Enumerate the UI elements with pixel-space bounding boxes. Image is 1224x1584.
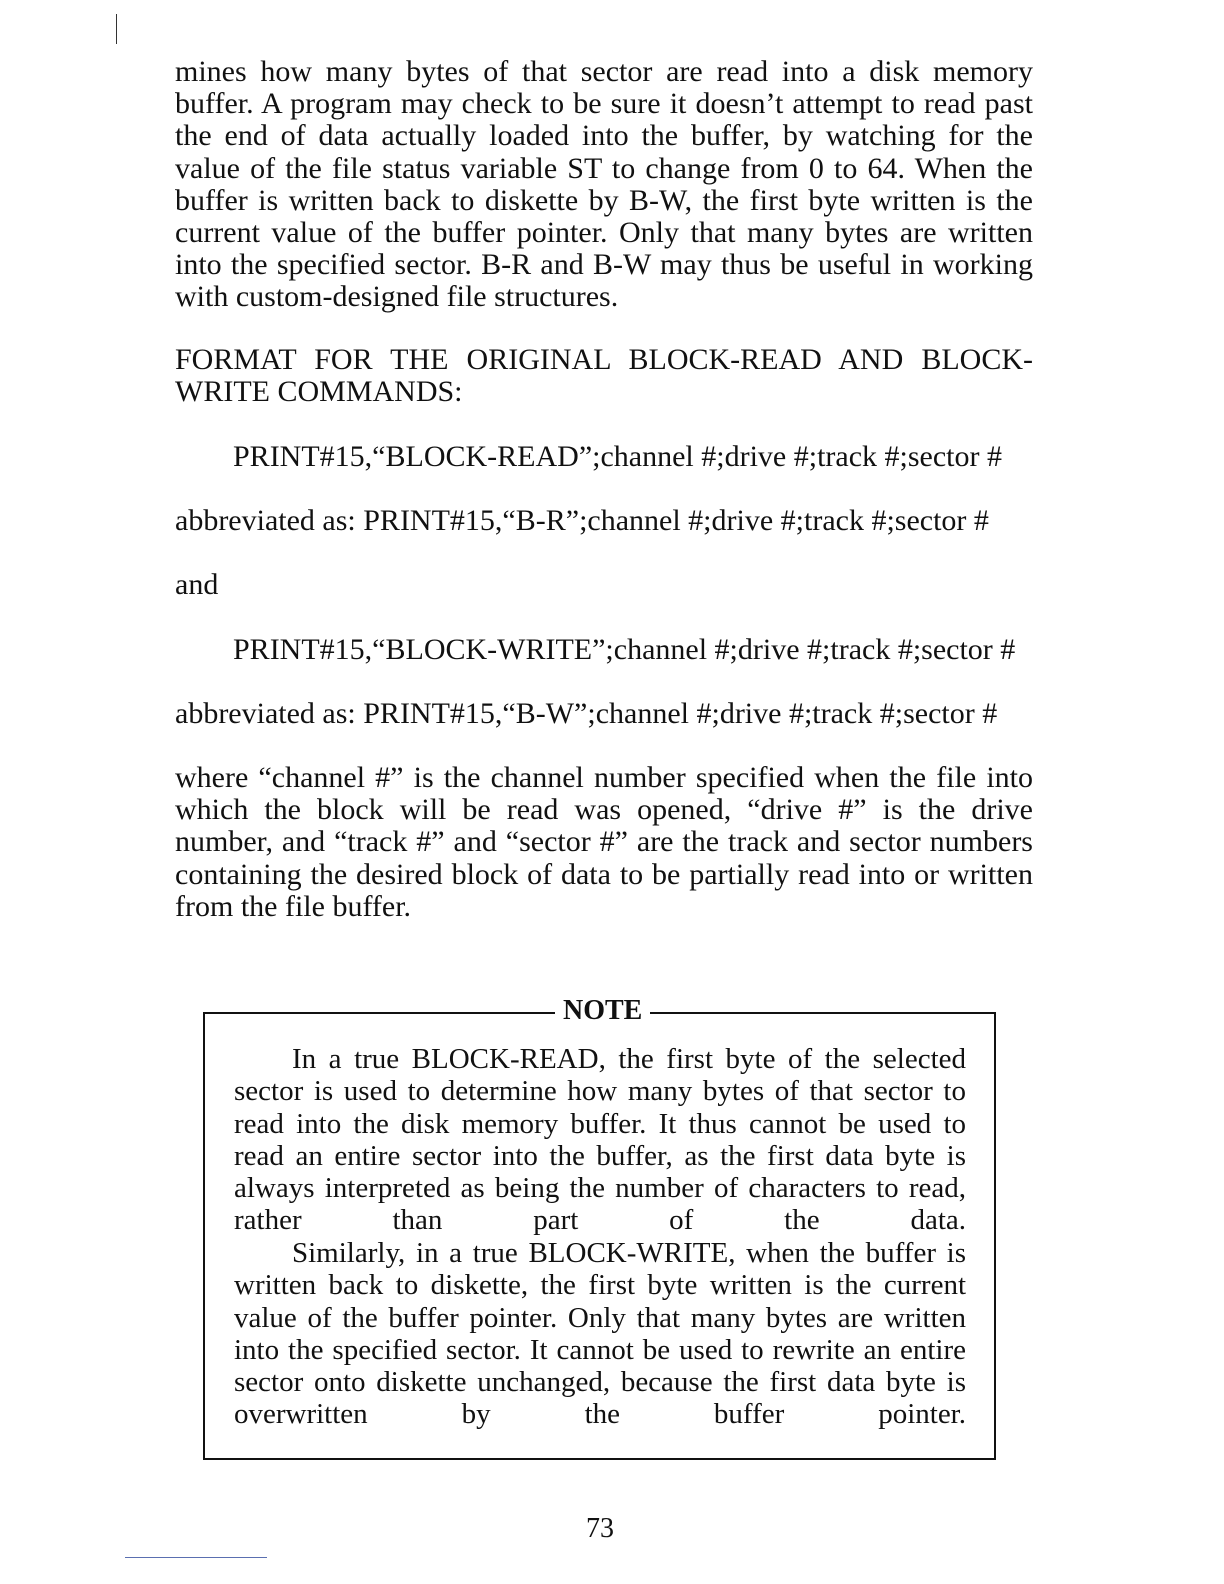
where-paragraph: where “channel #” is the channel number specified when the file into which the block will be read was opened, “drive #” is the drive number, and “track #” and “sector #” are the track and sector numbers containing the desired block of data to be partially read into or written from the file buffer. [175, 761, 1033, 923]
note-paragraph-2: Similarly, in a true BLOCK-WRITE, when the buffer is written back to diskette, the first byte written is the current value of the buffer pointer. Only that many bytes are written into the specified sector. It cannot be used to rewrite an entire sector onto diskette unchanged, because the first data byte is overwritten by the buffer pointer. [234, 1237, 966, 1431]
block-read-command: PRINT#15,“BLOCK-READ”;channel #;drive #;track #;sector # [233, 440, 1002, 473]
block-write-abbreviation: abbreviated as: PRINT#15,“B-W”;channel #;drive #;track #;sector # [175, 697, 998, 730]
block-read-abbreviation: abbreviated as: PRINT#15,“B-R”;channel #;drive #;track #;sector # [175, 504, 989, 537]
connector-text: and [175, 568, 219, 601]
page-number: 73 [586, 1513, 614, 1544]
format-heading: FORMAT FOR THE ORIGINAL BLOCK-READ AND BLOCK-WRITE COMMANDS: [175, 343, 1033, 409]
page-edge-mark [116, 14, 117, 44]
intro-paragraph: mines how many bytes of that sector are read into a disk memory buffer. A program may check to be sure it doesn’t attempt to read past the end of data actually loaded into the buffer, by watching for the value of the file status variable ST to change from 0 to 64. When the buffer is written back to diskette by B-W, the first byte written is the current value of the buffer pointer. Only that many bytes are written into the specified sector. B-R and B-W may thus be useful in working with custom-designed file structures. [175, 55, 1033, 314]
footer-rule [125, 1557, 267, 1558]
note-title: NOTE [555, 994, 650, 1028]
note-paragraph-1: In a true BLOCK-READ, the first byte of the selected sector is used to determine how many bytes of that sector to read into the disk memory buffer. It thus cannot be used to read an entire sector into the buffer, as the first data byte is always interpreted as being the number of characters to read, rather than part of the data. [234, 1043, 966, 1237]
block-write-command: PRINT#15,“BLOCK-WRITE”;channel #;drive #;track #;sector # [233, 633, 1016, 666]
